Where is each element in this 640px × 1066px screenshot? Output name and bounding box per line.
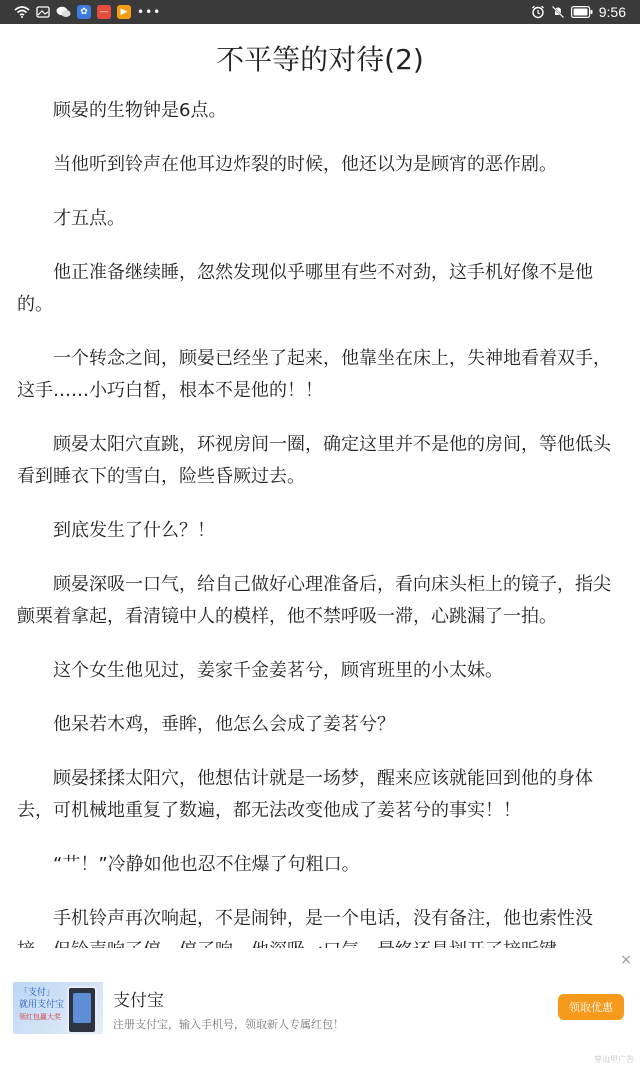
chapter-title: 不平等的对待(2) — [216, 43, 424, 76]
paragraph: 顾晏太阳穴直跳，环视房间一圈，确定这里并不是他的房间，等他低头看到睡衣下的雪白，险些昏厥过去。 — [17, 434, 611, 487]
paragraph: 他呆若木鸡，垂眸，他怎么会成了姜茗兮？ — [53, 714, 395, 735]
status-bar — [0, 0, 640, 24]
ad-banner[interactable] — [0, 948, 640, 1066]
clock-time: 9:56 — [598, 4, 626, 20]
paragraph: 顾晏的生物钟是6点。 — [53, 100, 227, 121]
ad-image-line1: 「支付」 — [19, 988, 56, 998]
status-bar-right — [531, 4, 626, 20]
mute-icon — [551, 5, 565, 19]
paragraph: 顾晏深吸一口气，给自己做好心理准备后，看向床头柜上的镜子，指尖颤栗着拿起，看清镜中人的模样，他不禁呼吸一滞，心跳漏了一拍。 — [17, 574, 611, 627]
chat-icon — [56, 6, 71, 18]
status-bar-left — [14, 5, 161, 19]
paragraph: 他正准备继续睡，忽然发现似乎哪里有些不对劲，这手机好像不是他的。 — [17, 262, 593, 315]
paragraph: 到底发生了什么？！ — [53, 520, 215, 541]
phone-icon — [67, 986, 97, 1034]
ad-source-label: 穿山甲广告 — [594, 1055, 634, 1064]
chapter-content[interactable] — [17, 95, 623, 947]
paragraph: 手机铃声再次响起，不是闹钟，是一个电话，没有备注，他也索性没 — [53, 908, 593, 929]
ad-description: 注册支付宝，输入手机号，领取新人专属红包！ — [113, 1018, 344, 1031]
image-icon — [36, 6, 50, 18]
close-icon[interactable]: × — [620, 952, 632, 968]
wifi-icon — [14, 6, 30, 18]
battery-icon — [571, 6, 593, 18]
ad-image[interactable] — [13, 982, 103, 1034]
ad-title[interactable]: 支付宝 — [113, 991, 164, 1011]
paragraph: “艹！”冷静如他也忍不住爆了句粗口。 — [53, 854, 360, 875]
video-app-icon: ▶ — [117, 5, 131, 19]
alarm-icon — [531, 5, 545, 19]
app-icon: ✿ — [77, 5, 91, 19]
app-icon: — — [97, 5, 111, 19]
paragraph: 顾晏揉揉太阳穴，他想估计就是一场梦，醒来应该就能回到他的身体去，可机械地重复了数遍，都无法改变他成了姜茗兮的事实！！ — [17, 768, 593, 821]
paragraph: 一个转念之间，顾晏已经坐了起来，他靠坐在床上，失神地看着双手，这手……小巧白皙，根本不是他的！！ — [17, 348, 611, 401]
claim-offer-button[interactable]: 领取优惠 — [558, 994, 624, 1020]
ad-image-line3: 领红包赢大奖 — [19, 1013, 61, 1021]
paragraph: 当他听到铃声在他耳边炸裂的时候，他还以为是顾宵的恶作剧。 — [53, 154, 557, 175]
ad-image-line2: 就用支付宝 — [19, 1000, 65, 1010]
paragraph: 才五点。 — [53, 208, 125, 229]
paragraph: 这个女生他见过，姜家千金姜茗兮，顾宵班里的小太妹。 — [53, 660, 503, 681]
more-icon: ••• — [137, 5, 162, 19]
